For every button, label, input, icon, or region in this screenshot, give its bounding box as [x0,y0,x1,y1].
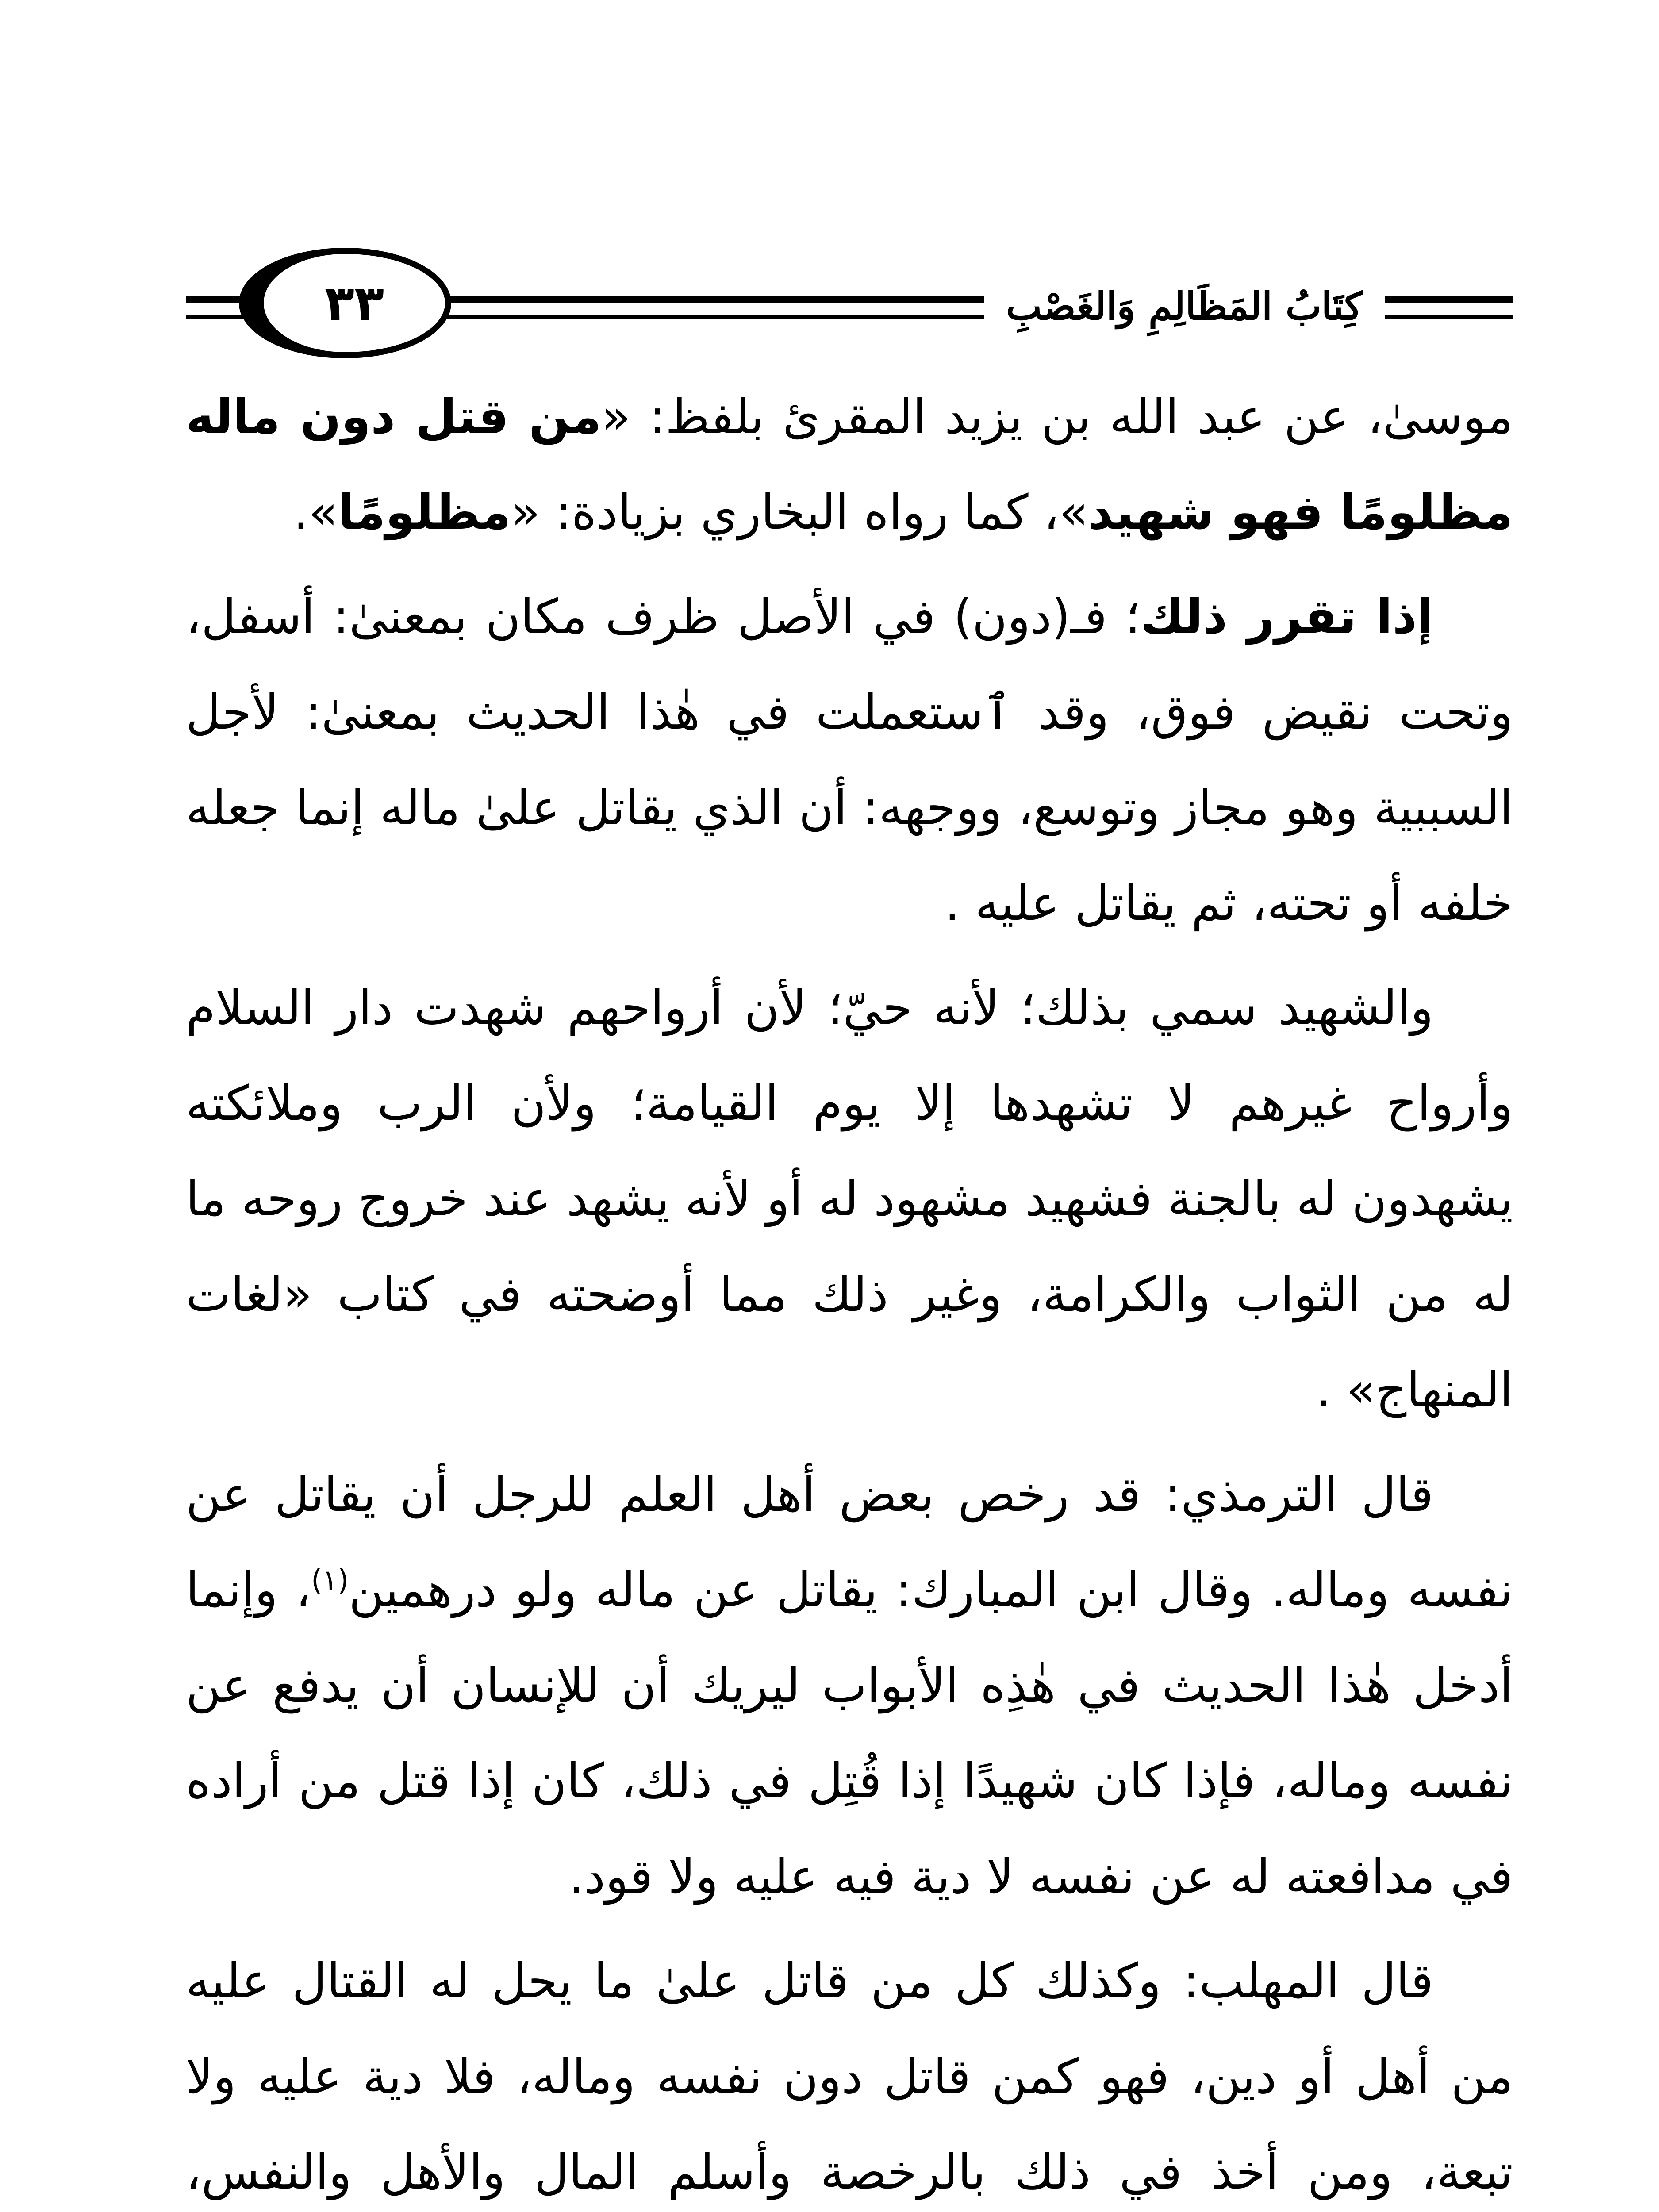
page-header [186,248,1513,363]
paragraph-text: »، كما رواه البخاري بزيادة: « [511,485,1088,540]
paragraph [186,569,1513,952]
paragraph [186,1447,1513,1925]
paragraph-text: قال الترمذي: قد رخص بعض أهل العلم للرجل أن يقاتل عن نفسه وماله. وقال ابن المبارك: يقاتل عن ماله ولو درهمين [186,1467,1513,1618]
paragraph-text: ». [293,485,338,540]
book-title: كِتَابُ المَظَالِمِ وَالغَصْبِ [984,269,1385,344]
paragraph [186,369,1513,561]
paragraph-text: قال المهلب: وكذلك كل من قاتل علىٰ ما يحل له القتال عليه من أهل أو دين، فهو كمن قاتل دون نفسه وماله، فلا دية عليه ولا تبعة، ومن أخذ في ذلك بالرخصة وأسلم المال والأهل والنفس، [186,1954,1513,2200]
hadith-quote: من قتل دون ماله مظلومًا فهو شهيد [186,389,1513,540]
footnote-ref: (١) [311,1564,349,1597]
paragraph-text: موسىٰ، عن عبد الله بن يزيد المقرئ بلفظ: « [601,389,1513,445]
paragraph-lead: إذا تقرر ذلك [1140,589,1434,645]
page-number: ٣٣ [239,248,451,358]
paragraph [186,1934,1513,2212]
paragraph-text: ؛ فـ(دون) في الأصل ظرف مكان بمعنىٰ: أسفل، وتحت نقيض فوق، وقد ٱستعملت في هٰذا الحديث بمعنىٰ: لأجل السببية وهو مجاز وتوسع، ووجهه: أن الذي يقاتل علىٰ ماله إنما جعله خلفه أو تحته، ثم يقاتل عليه . [186,589,1513,931]
paragraph: والشهيد سمي بذلك؛ لأنه حيّ؛ لأن أرواحهم شهدت دار السلام وأرواح غيرهم لا تشهدها إلا يوم القيامة؛ ولأن الرب وملائكته يشهدون له بالجنة فشهيد مشهود له أو لأنه يشهد عند خروج روحه ما له من الثواب والكرامة، وغير ذلك مما أوضحته في كتاب «لغات المنهاج» . [186,980,1513,1418]
hadith-addition: مظلومًا [338,485,511,540]
paragraph-text: ، وإنما أدخل هٰذا الحديث في هٰذِه الأبواب ليريك أن للإنسان أن يدفع عن نفسه وماله، فإذا كان شهيدًا إذا قُتِل في ذلك، كان إذا قتل من أراده في مدافعته له عن نفسه لا دية فيه عليه ولا قود. [186,1563,1513,1905]
main-text [186,369,1513,2212]
